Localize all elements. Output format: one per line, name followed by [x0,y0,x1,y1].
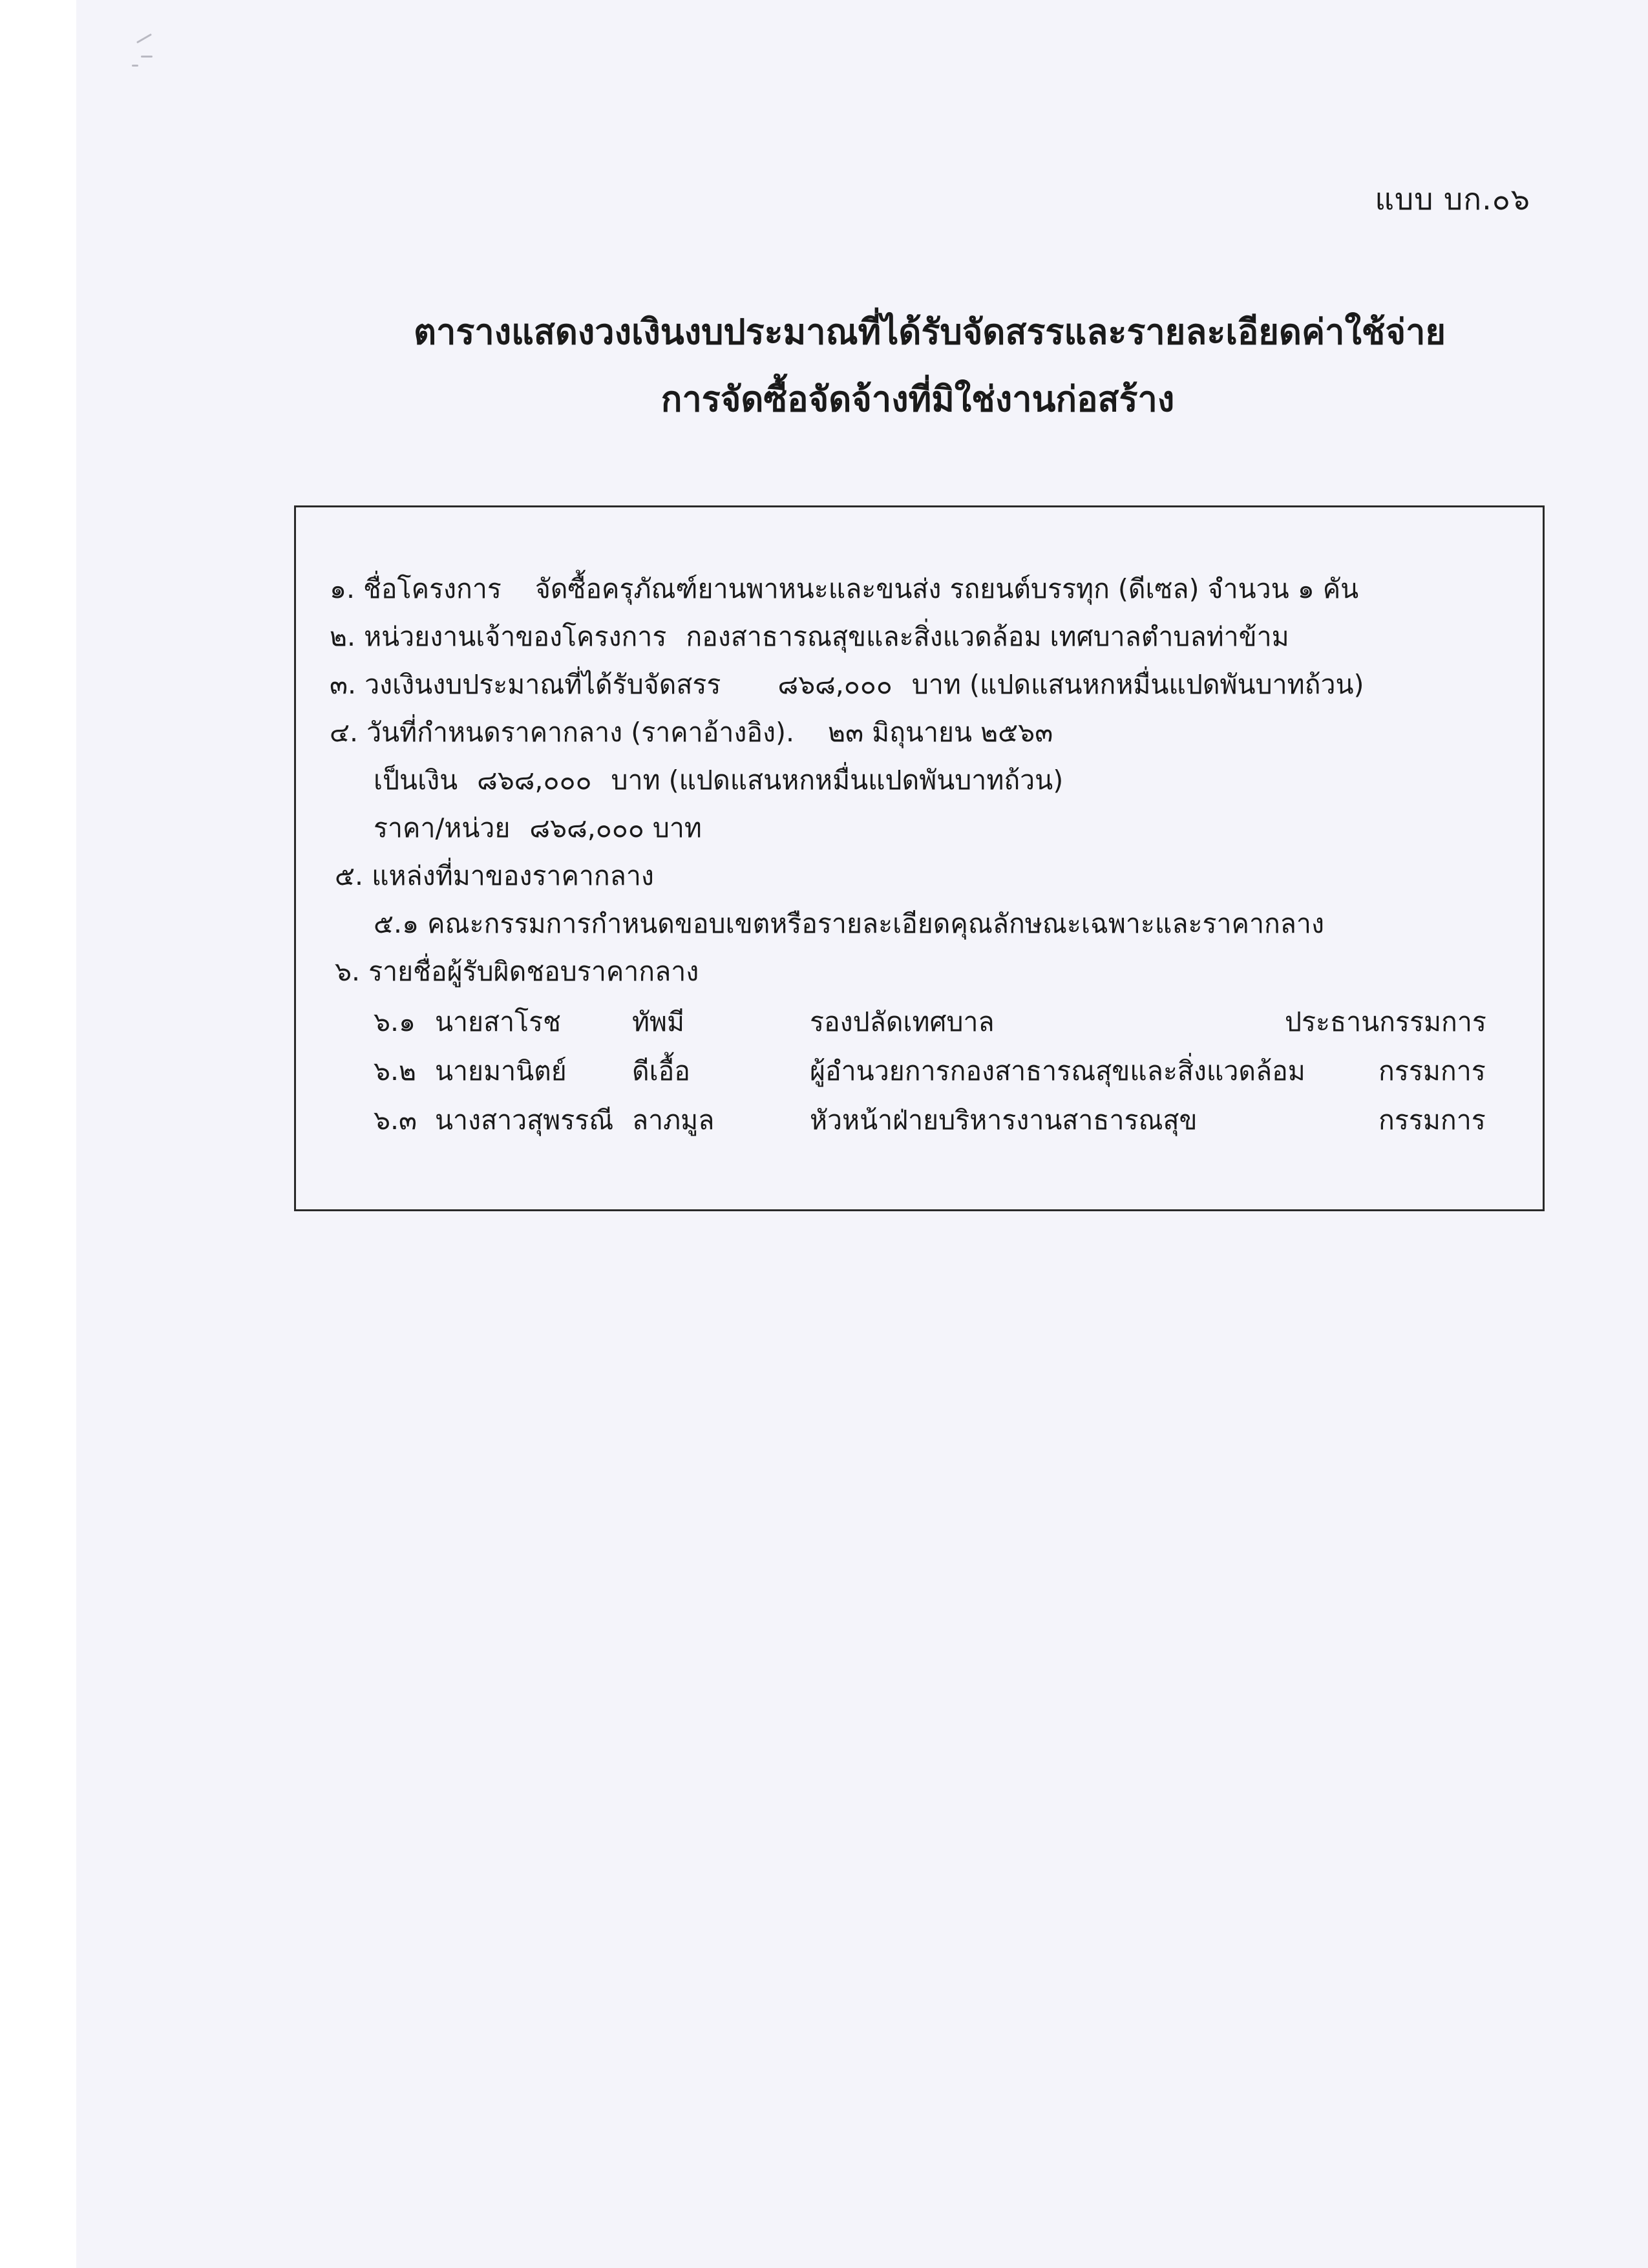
project-label: ๑. ชื่อโครงการ [330,573,502,604]
unit-price-row [374,812,702,843]
amount-label: เป็นเงิน [374,765,458,796]
project-name-row [330,573,1359,604]
agency-row [330,621,1289,652]
document-title-line-1: ตารางแสดงวงเงินงบประมาณที่ได้รับจัดสรรและรายละเอียดค่าใช้จ่าย [414,312,1446,352]
amount-unit: บาท (แปดแสนหกหมื่นแปดพันบาทถ้วน) [611,765,1064,796]
details-box [294,505,1545,1211]
member-first-name: นายมานิตย์ [435,1055,567,1086]
project-value: จัดซื้อครุภัณฑ์ยานพาหนะและขนส่ง รถยนต์บรรทุก (ดีเซล) จำนวน ๑ คัน [534,573,1359,604]
member-role: กรรมการ [1379,1105,1486,1136]
reference-date-label: ๔. วันที่กำหนดราคากลาง (ราคาอ้างอิง). [330,717,795,748]
member-position: หัวหน้าฝ่ายบริหารงานสาธารณสุข [810,1105,1198,1136]
budget-amount: ๘๖๘,๐๐๐ [777,669,893,700]
form-code: แบบ บก.๐๖ [1375,182,1530,217]
member-last-name: ลาภมูล [632,1105,715,1136]
member-first-name: นางสาวสุพรรณี [435,1105,614,1136]
agency-label: ๒. หน่วยงานเจ้าของโครงการ [330,621,667,652]
member-position: รองปลัดเทศบาล [810,1006,995,1037]
budget-label: ๓. วงเงินงบประมาณที่ได้รับจัดสรร [330,669,721,700]
committee-member-row [374,1107,417,1134]
scan-speck [132,65,138,67]
budget-row [330,669,1364,700]
committee-member-row [374,1006,416,1037]
committee-heading-row [335,956,699,987]
reference-date-row [330,719,1053,746]
member-number: ๖.๒ [374,1055,417,1086]
scan-margin [0,0,76,2268]
member-first-name: นายสาโรช [435,1006,561,1037]
member-number: ๖.๑ [374,1006,416,1037]
budget-unit: บาท (แปดแสนหกหมื่นแปดพันบาทถ้วน) [911,669,1364,700]
unit-price-value: ๘๖๘,๐๐๐ บาท [529,812,702,843]
member-number: ๖.๓ [374,1105,417,1136]
member-role: กรรมการ [1379,1055,1486,1086]
price-source-row [335,860,654,891]
member-position: ผู้อำนวยการกองสาธารณสุขและสิ่งแวดล้อม [810,1055,1305,1086]
committee-member-row [374,1055,417,1086]
unit-price-label: ราคา/หน่วย [374,812,511,843]
scan-speck [141,56,153,58]
committee-heading: ๖. รายชื่อผู้รับผิดชอบราคากลาง [335,956,699,987]
reference-date-value: ๒๓ มิถุนายน ๒๕๖๓ [828,717,1053,748]
member-role: ประธานกรรมการ [1285,1006,1486,1037]
document-title-line-2: การจัดซื้อจัดจ้างที่มิใช่งานก่อสร้าง [660,379,1175,419]
amount-row [374,767,1063,794]
member-last-name: ทัพมี [632,1006,685,1037]
price-source-item: ๕.๑ คณะกรรมการกำหนดขอบเขตหรือรายละเอียดคุณลักษณะเฉพาะและราคากลาง [374,908,1324,939]
member-last-name: ดีเอื้อ [632,1055,690,1086]
price-source-label: ๕. แหล่งที่มาของราคากลาง [335,860,654,891]
amount-value: ๘๖๘,๐๐๐ [477,765,592,796]
scan-speck [136,34,152,44]
agency-value: กองสาธารณสุขและสิ่งแวดล้อม เทศบาลตำบลท่าข้าม [686,621,1289,652]
price-source-item-row [374,908,1324,939]
